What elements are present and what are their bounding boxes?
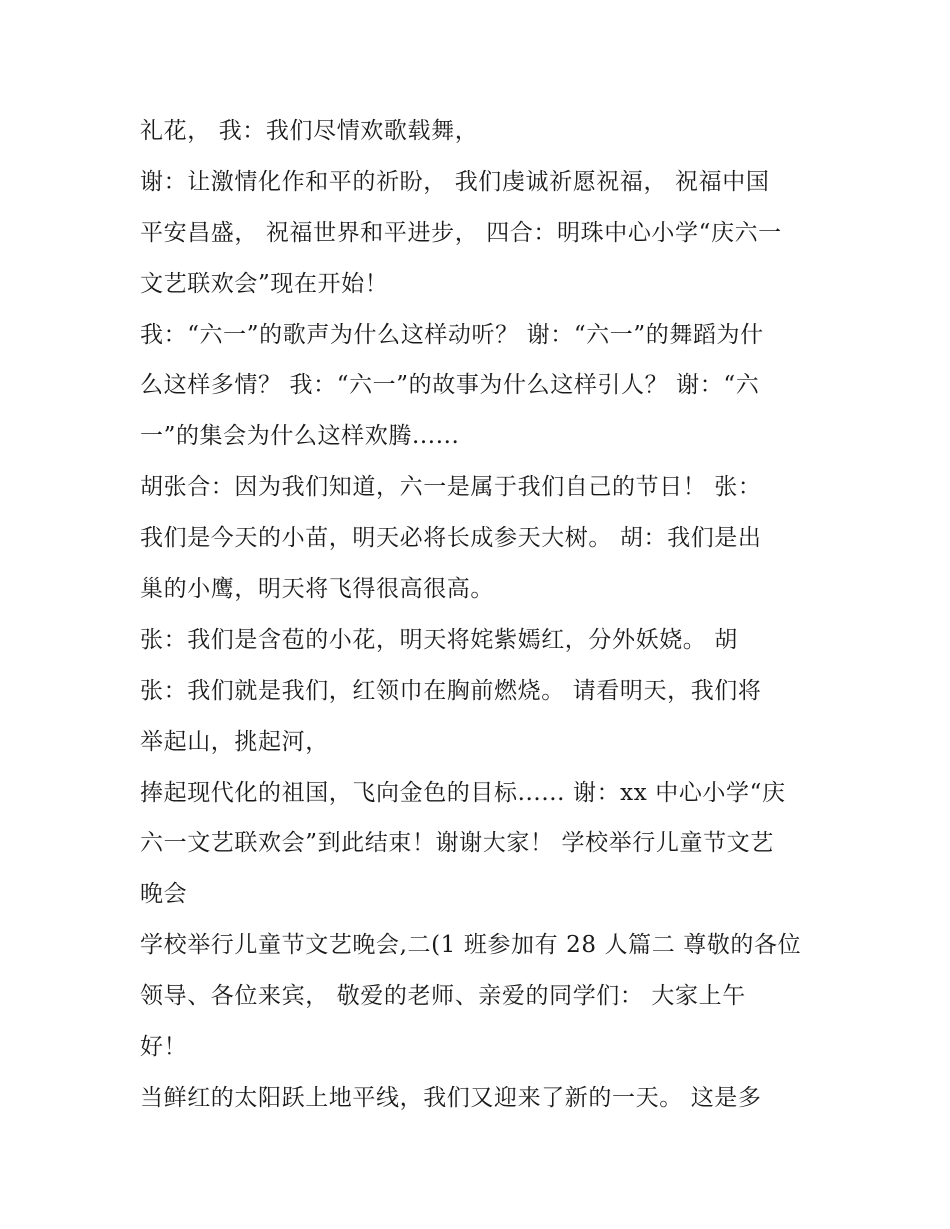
text-line: 张：我们就是我们，红领巾在胸前燃烧。 请看明天，我们将 — [140, 677, 762, 704]
document-body — [140, 106, 820, 1124]
text-line: 张：我们是含苞的小花，明天将姹紫嫣红，分外妖娆。 胡 — [140, 626, 738, 653]
text-line: 巢的小鹰，明天将飞得很高很高。 — [140, 576, 494, 603]
text-line: 我们是今天的小苗，明天必将长成参天大树。 胡：我们是出 — [140, 525, 762, 552]
text-line: 领导、各位来宾， 敬爱的老师、亲爱的同学们： 大家上午 — [140, 983, 746, 1010]
text-line: 举起山，挑起河， — [140, 728, 329, 755]
text-line: 捧起现代化的祖国，飞向金色的目标...... 谢：xx 中心小学“庆 — [140, 779, 786, 806]
text-line: 晚会 — [140, 881, 188, 908]
text-line: 我：“六一”的歌声为什么这样动听？ 谢：“六一”的舞蹈为什 — [140, 321, 764, 348]
text-line: 胡张合：因为我们知道，六一是属于我们自己的节日！ 张： — [140, 474, 762, 501]
text-line: 一”的集会为什么这样欢腾...... — [140, 423, 460, 450]
text-line: 么这样多情？ 我：“六一”的故事为什么这样引人？ 谢：“六 — [140, 372, 760, 399]
text-line: 礼花， 我：我们尽情欢歌载舞， — [140, 118, 479, 144]
text-line: 学校举行儿童节文艺晚会,二(1 班参加有 28 人篇二 尊敬的各位 — [140, 932, 802, 959]
text-line: 当鲜红的太阳跃上地平线，我们又迎来了新的一天。 这是多 — [140, 1084, 762, 1111]
text-line: 文艺联欢会”现在开始！ — [140, 270, 389, 297]
text-line: 谢：让激情化作和平的祈盼， 我们虔诚祈愿祝福， 祝福中国 — [140, 168, 770, 195]
text-line: 六一文艺联欢会”到此结束！谢谢大家！ 学校举行儿童节文艺 — [140, 830, 774, 857]
text-line: 平安昌盛， 祝福世界和平进步， 四合：明珠中心小学“庆六一 — [140, 219, 782, 246]
text-line: 好！ — [140, 1034, 188, 1061]
